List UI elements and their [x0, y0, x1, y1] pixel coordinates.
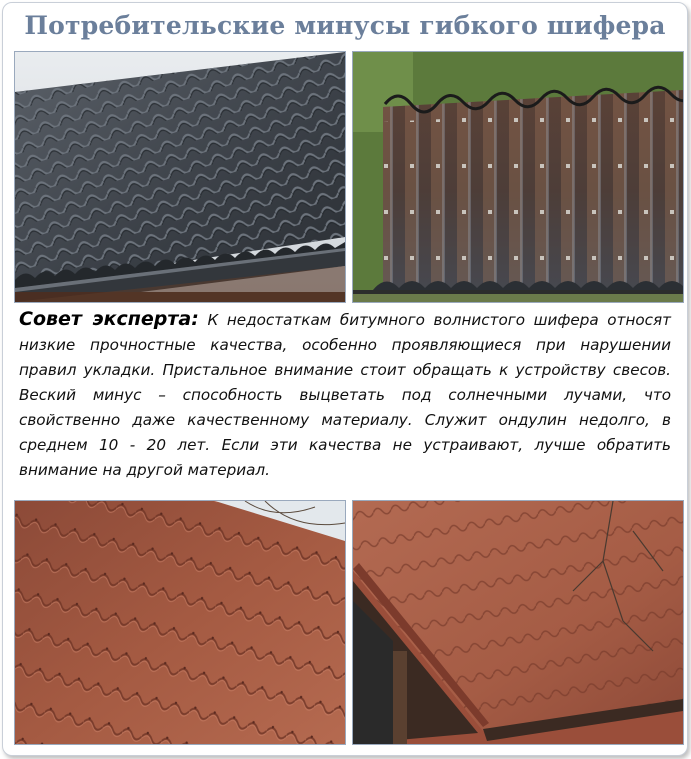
gable-roof-photo	[352, 500, 684, 745]
gray-roof-photo	[14, 51, 346, 303]
expert-tip-text: К недостаткам битумного волнистого шифера относят низкие прочностные качества, особенно проявляющиеся при нарушении правил укладки. Пристальное внимание стоит обращать к устройству свесов. Веский минус – способность выцветать под солнечными лучами, что свойственно даже качественному материалу. Служит ондулин недолго, в среднем 10 - 20 лет. Если эти качества не устраивают, лучше обратить внимание на другой материал.	[19, 311, 672, 479]
red-roof-gable-with-trees-icon	[353, 501, 683, 744]
faded-roof-photo	[352, 51, 684, 303]
gray-corrugated-roof-icon	[15, 52, 345, 302]
red-roof-photo	[14, 500, 346, 745]
expert-tip	[19, 307, 671, 483]
red-corrugated-roof-icon	[15, 501, 345, 744]
expert-tip-label: Совет эксперта:	[19, 308, 199, 330]
brown-faded-corrugated-roof-icon	[353, 52, 683, 302]
page-title: Потребительские минусы гибкого шифера	[24, 11, 666, 40]
infographic-card	[2, 2, 688, 756]
